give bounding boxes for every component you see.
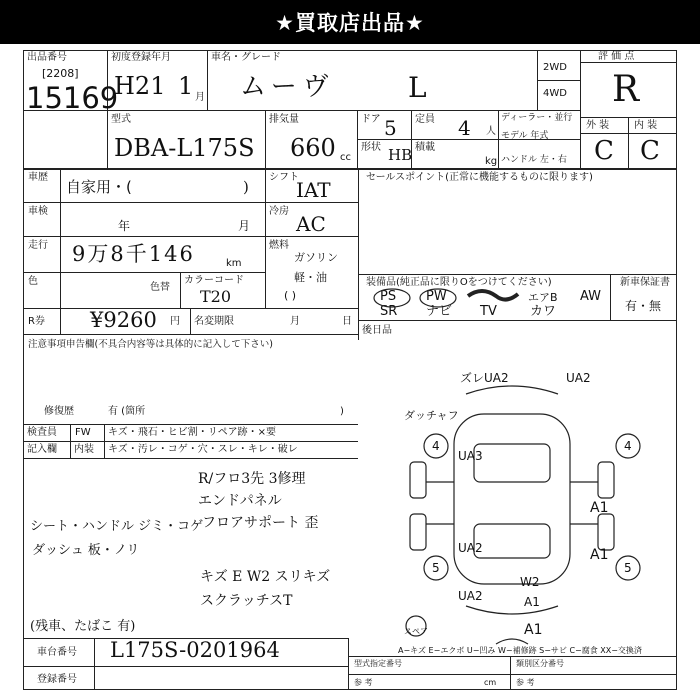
- doors: 5: [384, 116, 397, 140]
- interior-grade: C: [640, 136, 660, 166]
- diagram-mark: ダッチャフ: [404, 409, 459, 422]
- handle-label: ハンドル 左・右: [501, 155, 567, 165]
- diagram-mark: UA2: [566, 371, 591, 385]
- fuel-paren: ( ): [284, 289, 297, 302]
- model-code: DBA-L175S: [114, 134, 255, 162]
- inspection-label: 車検: [28, 206, 48, 217]
- mileage: 9万8千146: [72, 242, 195, 266]
- diagram-mark: ズレUA2: [460, 371, 509, 385]
- equipment-tv: TV: [480, 304, 497, 319]
- fuel-gas: ガソリン: [294, 251, 338, 264]
- reference-label: 参 考: [354, 678, 373, 687]
- repair-value: 有 (箇所: [108, 406, 146, 417]
- equipment-airbag: エアB: [528, 291, 558, 304]
- kg-unit: kg: [485, 156, 498, 167]
- rating-score: R: [612, 69, 640, 110]
- history-value: 自家用・(: [66, 178, 132, 196]
- name-change-label: 名変期限: [194, 316, 234, 327]
- doors-label: ドア: [361, 114, 381, 125]
- damage-legend: A−キズ E−エクボ U−凹み W−補修跡 S−サビ C−腐食 XX−交換済: [398, 646, 642, 655]
- equipment-pw: PW: [426, 289, 447, 304]
- entry-items: キズ・汚レ・コゲ・穴・スレ・キレ・破レ: [108, 444, 298, 455]
- divider: [580, 133, 677, 134]
- equipment-navi: ナビ: [426, 304, 453, 319]
- recycle-amount: ¥9260: [90, 308, 157, 332]
- capacity: 4: [458, 116, 471, 140]
- diagram-mark: 5: [624, 561, 632, 575]
- divider: [23, 458, 358, 459]
- diagram-mark: スペア: [404, 627, 428, 636]
- divider: [207, 50, 208, 110]
- dealer-label: ディーラー・並行: [501, 113, 573, 123]
- load-label: 積載: [415, 142, 435, 153]
- after-items-label: 後日品: [362, 325, 392, 336]
- inspector-items: キズ・飛石・ヒビ割・リペア跡・×要: [108, 427, 276, 438]
- car-name-label: 車名・グレード: [211, 52, 281, 63]
- capacity-unit: 人: [486, 126, 496, 137]
- name-change-month: 月: [290, 316, 300, 327]
- class-number-label: 類別区分番号: [516, 659, 564, 668]
- history-close: ): [243, 178, 249, 196]
- model-year-label: モデル 年式: [501, 131, 549, 141]
- month-unit: 月: [195, 92, 205, 103]
- divider: [23, 424, 358, 425]
- lot-number: 15169: [26, 81, 119, 115]
- lot-tag: [2208]: [42, 67, 79, 80]
- warranty-value: 有・無: [625, 299, 662, 313]
- divider: [180, 272, 181, 308]
- shift: IAT: [296, 178, 331, 202]
- divider: [348, 674, 677, 675]
- divider: [23, 236, 358, 237]
- rating-label: 評 価 点: [598, 51, 635, 62]
- equipment-marks: [358, 284, 618, 324]
- first-reg-month: 1: [178, 72, 194, 100]
- notes-label: 注意事項申告欄(不具合内容等は具体的に記入して下さい): [28, 339, 273, 350]
- note-line: スクラッチスT: [200, 593, 293, 609]
- diagram-mark: A1: [590, 500, 609, 516]
- recycle-label: R券: [28, 316, 45, 327]
- history-label: 車歴: [28, 172, 48, 183]
- note-line: フロアサポート 歪: [202, 515, 319, 531]
- divider: [348, 638, 349, 690]
- reference-label: 参 考: [516, 678, 535, 687]
- 4wd-option: 4WD: [543, 88, 567, 99]
- chassis-label: 車台番号: [37, 647, 77, 658]
- divider: [265, 168, 266, 308]
- car-name: ムーヴ: [240, 72, 335, 102]
- header-title: ★買取店出品★: [275, 11, 425, 35]
- fuel-label: 燃料: [269, 240, 289, 251]
- shape-label: 形状: [361, 142, 381, 153]
- note-line: ダッシュ 板・ノリ: [32, 543, 140, 558]
- cc-unit: cc: [340, 152, 351, 163]
- diagram-mark: A1: [590, 547, 609, 563]
- divider: [23, 168, 677, 170]
- repair-label: 修復歴: [44, 406, 74, 417]
- diagram-mark: UA3: [458, 449, 483, 463]
- divider: [60, 168, 61, 308]
- mileage-label: 走行: [28, 240, 48, 251]
- warranty-label: 新車保証書: [620, 277, 670, 288]
- diagram-mark: UA2: [458, 541, 483, 555]
- fuel-light-oil: 軽・油: [294, 271, 327, 284]
- ac: AC: [296, 212, 326, 236]
- divider: [510, 656, 511, 690]
- entry-label: 記入欄: [27, 444, 57, 455]
- diagram-mark: 5: [432, 561, 440, 575]
- divider: [190, 308, 191, 334]
- inspector-label: 検査員: [27, 427, 57, 438]
- diagram-mark: UA2: [458, 589, 483, 603]
- equipment-ps: PS: [380, 289, 397, 304]
- exterior-grade: C: [594, 136, 614, 166]
- name-change-day: 日: [342, 316, 352, 327]
- diagram-mark: W2: [520, 575, 540, 589]
- chassis-number: L175S-0201964: [110, 638, 280, 662]
- interior-label: 内 装: [634, 120, 658, 131]
- page-header: [0, 0, 700, 44]
- displacement: 660: [290, 134, 336, 162]
- shift-label: シフト: [269, 172, 299, 183]
- divider: [70, 424, 71, 458]
- note-line: シート・ハンドル ジミ・コゲ: [30, 519, 204, 534]
- first-reg-label: 初度登録年月: [111, 52, 171, 63]
- 2wd-option: 2WD: [543, 62, 567, 73]
- note-line: R/フロ3先 3修理: [198, 471, 306, 487]
- displacement-label: 排気量: [269, 114, 299, 125]
- color-change-label: 色替: [150, 282, 170, 293]
- capacity-label: 定員: [415, 114, 435, 125]
- shape: HB: [388, 146, 413, 164]
- diagram-mark: A1: [524, 595, 540, 609]
- diagram-mark: 4: [624, 439, 632, 453]
- divider: [265, 110, 266, 168]
- auction-sheet: [0, 44, 700, 700]
- repair-close: ): [340, 406, 344, 417]
- cm-unit: cm: [484, 678, 497, 687]
- sales-point-label: セールスポイント(正常に機能するものに限ります): [366, 172, 593, 183]
- divider: [357, 139, 580, 140]
- inspection-month-unit: 月: [238, 219, 251, 233]
- diagram-mark: 4: [432, 439, 440, 453]
- divider: [60, 308, 61, 334]
- divider: [23, 666, 348, 667]
- ac-label: 冷房: [269, 206, 289, 217]
- divider: [23, 202, 358, 203]
- divider: [537, 80, 580, 81]
- divider: [23, 272, 265, 273]
- km-unit: km: [226, 258, 242, 269]
- divider: [104, 424, 105, 458]
- inspector-codes: FW: [75, 427, 91, 438]
- yen-unit: 円: [170, 316, 180, 327]
- diagram-mark: A1: [524, 622, 543, 638]
- divider: [348, 656, 677, 657]
- color-code: T20: [200, 287, 232, 306]
- model-label: 型式: [111, 114, 131, 125]
- lot-number-label: 出品番号: [27, 52, 67, 63]
- divider: [94, 638, 95, 690]
- equipment-aw: AW: [580, 289, 602, 304]
- first-reg-era: H21: [114, 72, 166, 100]
- type-designation-label: 型式指定番号: [354, 659, 402, 668]
- exterior-label: 外 装: [586, 120, 610, 131]
- note-line: キズ E W2 スリキズ: [200, 569, 331, 585]
- divider: [580, 50, 581, 168]
- equipment-label: 装備品(純正品に限りOをつけてください): [366, 277, 552, 288]
- equipment-sr: SR: [380, 304, 398, 319]
- registration-label: 登録番号: [37, 674, 77, 685]
- divider: [23, 334, 358, 335]
- equipment-leather: カワ: [530, 304, 557, 319]
- inspection-year-unit: 年: [118, 219, 131, 233]
- divider: [23, 441, 358, 442]
- note-line: エンドパネル: [198, 493, 282, 509]
- entry-codes: 内装: [74, 444, 94, 455]
- divider: [358, 274, 677, 275]
- note-line: (残車、たばこ 有): [30, 619, 136, 634]
- divider: [628, 117, 629, 168]
- color-label: 色: [28, 276, 38, 287]
- car-grade: L: [408, 71, 427, 104]
- color-code-label: カラーコード: [184, 275, 244, 286]
